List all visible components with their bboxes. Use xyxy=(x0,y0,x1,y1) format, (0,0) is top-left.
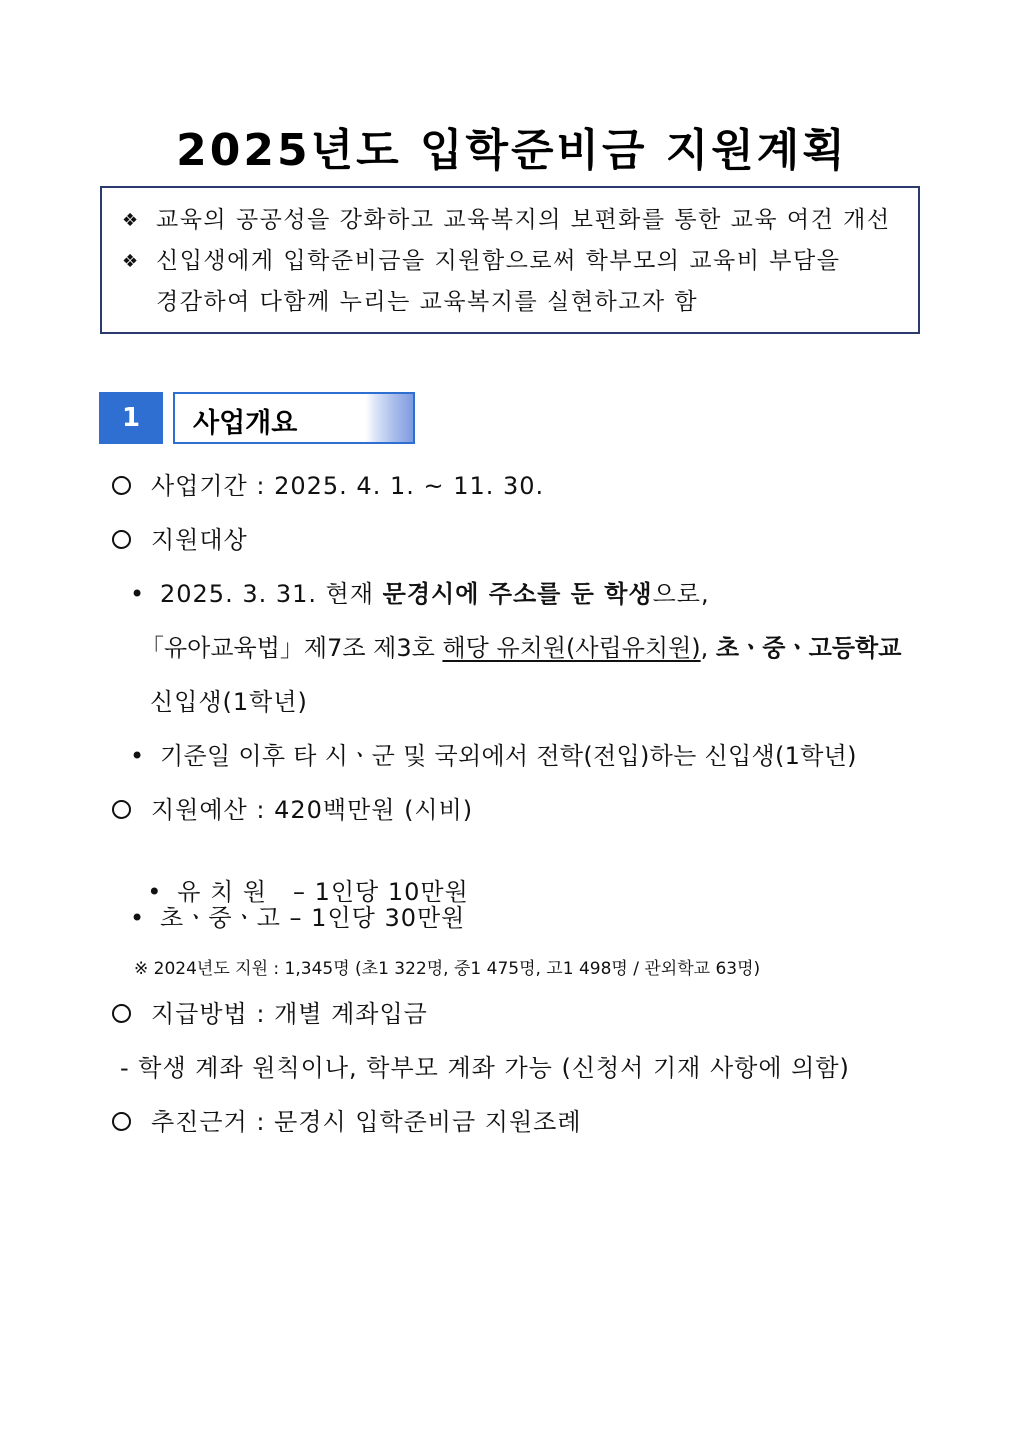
budget-note: ※ 2024년도 지원 : 1,345명 (초1 322명, 중1 475명, 고1 498명 / 관외학교 63명) xyxy=(134,959,761,979)
section-number: 1 xyxy=(99,392,163,444)
budget-label: 지원예산 : 420백만원 (시비) xyxy=(151,796,474,824)
summary-text: 교육의 공공성을 강화하고 교육복지의 보편화를 통한 교육 여건 개선 xyxy=(156,207,891,233)
section-header xyxy=(99,392,417,444)
budget-school: 초ㆍ중ㆍ고 – 1인당 30만원 xyxy=(160,904,466,932)
payment-item xyxy=(112,994,428,1029)
target-line xyxy=(130,736,857,771)
target-text: , xyxy=(700,634,716,662)
diamond-bullet-icon: ❖ xyxy=(122,210,140,231)
payment-detail: - 학생 계좌 원칙이나, 학부모 계좌 가능 (신청서 기재 사항에 의함) xyxy=(120,1054,850,1082)
circle-bullet-icon xyxy=(112,1112,131,1131)
section-title: 사업개요 xyxy=(193,408,298,439)
summary-line xyxy=(122,241,918,282)
target-label: 지원대상 xyxy=(151,526,248,554)
diamond-bullet-icon: ❖ xyxy=(122,251,140,272)
target-text: 신입생(1학년) xyxy=(150,688,308,716)
target-item xyxy=(112,520,248,555)
circle-bullet-icon xyxy=(112,530,131,549)
dot-bullet-icon: • xyxy=(130,904,146,932)
budget-kindergarten: 유 치 원 – 1인당 10만원 xyxy=(177,878,469,906)
summary-text: 경감하여 다함께 누리는 교육복지를 실현하고자 함 xyxy=(156,289,699,315)
summary-box xyxy=(100,186,920,334)
target-text: 으로, xyxy=(652,580,710,608)
dot-bullet-icon: • xyxy=(147,878,163,906)
target-emphasis: 문경시에 주소를 둔 학생 xyxy=(382,580,653,608)
basis-item xyxy=(112,1102,582,1137)
target-emphasis: 초ㆍ중ㆍ고등학교 xyxy=(715,634,902,662)
circle-bullet-icon xyxy=(112,800,131,819)
period-label: 사업기간 : xyxy=(151,472,275,500)
target-line xyxy=(150,682,308,717)
budget-line xyxy=(130,898,465,933)
target-text: 2025. 3. 31. 현재 xyxy=(160,580,383,608)
period-value: 2025. 4. 1. ~ 11. 30. xyxy=(274,472,545,500)
page-title: 2025년도 입학준비금 지원계획 xyxy=(176,125,848,176)
target-line xyxy=(140,628,901,663)
period-item xyxy=(112,466,544,501)
circle-bullet-icon xyxy=(112,476,131,495)
summary-line xyxy=(122,282,918,323)
summary-line xyxy=(122,200,918,241)
target-text: 「유아교육법」제7조 제3호 xyxy=(140,634,443,662)
summary-text: 신입생에게 입학준비금을 지원함으로써 학부모의 교육비 부담을 xyxy=(156,248,841,274)
dot-bullet-icon: • xyxy=(130,742,145,770)
section-label-box xyxy=(173,392,415,444)
target-text: 기준일 이후 타 시ㆍ군 및 국외에서 전학(전입)하는 신입생(1학년) xyxy=(160,742,857,770)
target-underline: 해당 유치원(사립유치원) xyxy=(442,634,701,662)
payment-label: 지급방법 : 개별 계좌입금 xyxy=(151,1000,428,1028)
basis-label: 추진근거 : 문경시 입학준비금 지원조례 xyxy=(151,1108,582,1136)
dot-bullet-icon: • xyxy=(130,580,146,608)
budget-item xyxy=(112,790,473,825)
circle-bullet-icon xyxy=(112,1004,131,1023)
target-line xyxy=(130,574,710,609)
